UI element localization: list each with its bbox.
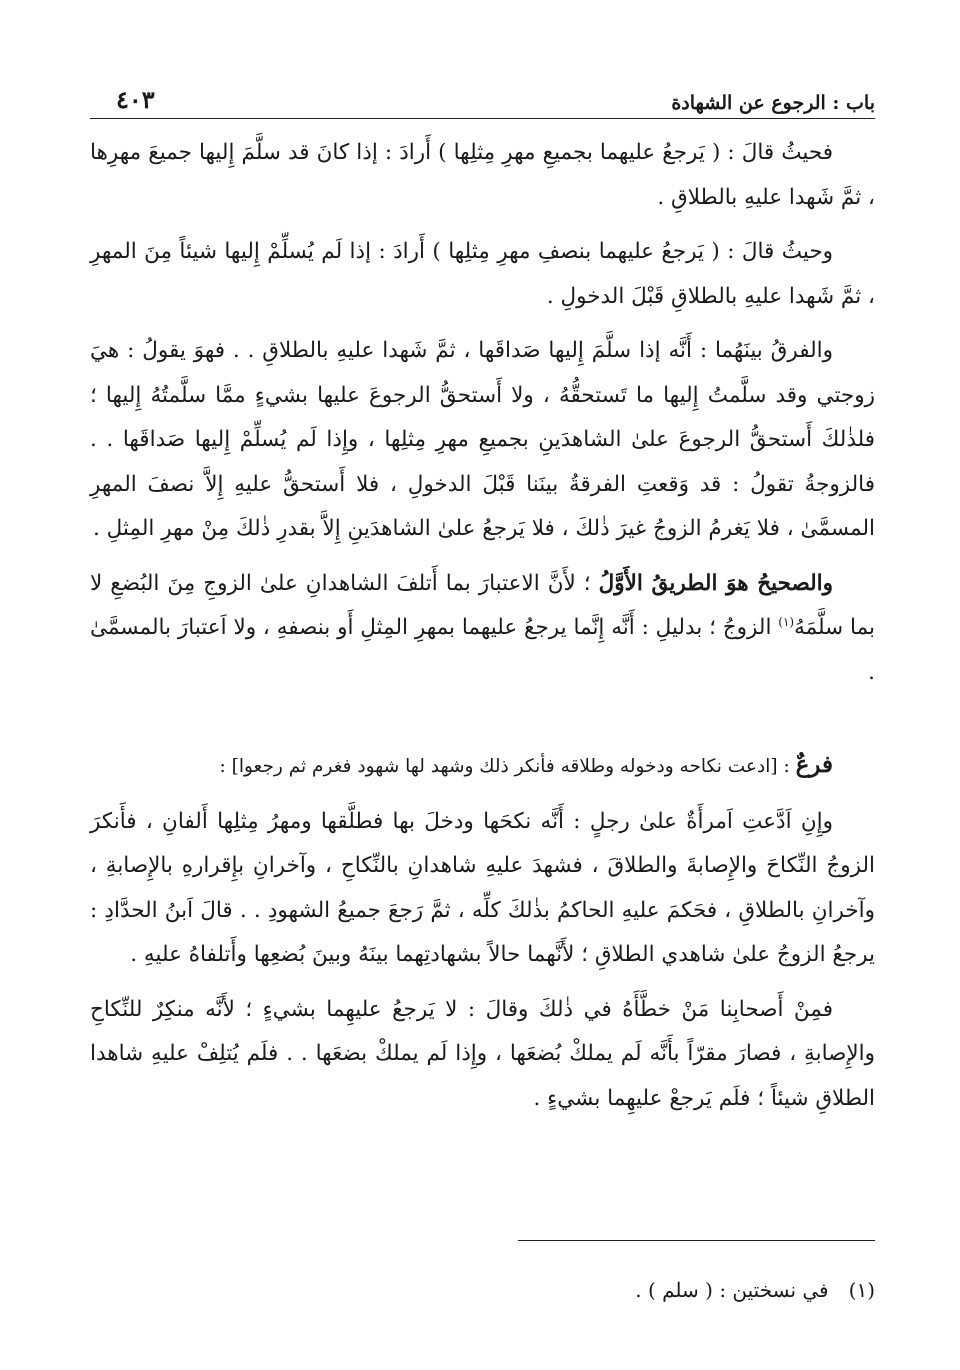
page-number: ٤٠٣: [116, 85, 155, 114]
section-title: : [ادعت نكاحه ودخوله وطلاقه فأنكر ذلك وشهد لها شهود فغرم ثم رجعوا] :: [219, 756, 796, 777]
paragraph-text: الزوجُ ؛ بدليلِ : أَنَّه إِنَّما يرجعُ عليهما بمهرِ المِثلِ أَو بنصفهِ ، ولا اَعتبارَ بالمسمَّىٰ .: [90, 615, 875, 685]
paragraph: وإِنِ اَدَّعتِ اَمرأَةٌ علىٰ رجلٍ : أَنَّه نكحَها ودخلَ بها فطلَّقها ومهرُ مِثلِها أَلفانِ ، فأَنكرَ الزوجُ النِّكاحَ والإِصابةَ والطلاقَ ، فشهدَ عليهِ شاهدانِ بالنِّكاحِ ، وآخرانِ بإِقرارهِ بالإِصابةِ ، وآخرانِ بالطلاقِ ، فحَكمَ عليهِ الحاكمُ بذٰلكَ كلِّه ، ثمَّ رَجعَ جميعُ الشهودِ . . قالَ اَبنُ الحدَّادِ : يرجعُ الزوجُ علىٰ شاهدي الطلاقِ ؛ لأَنَّهما حالاً بشهادتِهما بينَهُ وبينَ بُضعِها وأَتلفاهُ عليهِ .: [90, 808, 875, 967]
body-text: [90, 131, 875, 1121]
running-title: باب : الرجوع عن الشهادة: [671, 92, 875, 114]
bold-lead-phrase: والصحيحُ هوَ الطريقُ الأَوَّلُ: [598, 570, 833, 596]
footnote: [90, 1275, 875, 1305]
footnote-divider: [518, 1240, 875, 1241]
page-body: [90, 78, 875, 1131]
correct-view-paragraph: [90, 562, 875, 696]
paragraph: فمِنْ أَصحابِنا مَنْ خطَّأَهُ في ذٰلكَ وقالَ : لا يَرجعُ عليهِما بشيءٍ ؛ لأَنَّه منكِرٌ للنِّكاحِ والإِصابةِ ، فصارَ مقرّاً بأَنَّه لَم يملكْ بُضعَها ، وإِذا لَم يملكْ بضعَها . . فلَم يُتلِفْ عليهِ شاهدا الطلاقِ شيئاً ؛ فلَم يَرجعْ عليهِما بشيءٍ .: [90, 996, 875, 1111]
footnote-reference: (١): [778, 614, 795, 629]
running-head: [90, 78, 875, 119]
paragraph-text: ؛ لأَنَّ الاعتبارَ بما أَتلفَ الشاهدانِ علىٰ الزوجِ مِنَ البُضعِ لا بما سلَّمَهُ: [90, 570, 875, 640]
section-heading: [90, 743, 875, 790]
paragraph: فحيثُ قالَ : ( يَرجعُ عليهما بجميعِ مهرِ مِثلِها ) أَرادَ : إذا كانَ قد سلَّمَ إِليها جميعَ مهرِها ، ثمَّ شَهدا عليهِ بالطلاقِ .: [90, 140, 875, 210]
paragraph: وحيثُ قالَ : ( يَرجعُ عليهما بنصفِ مهرِ مِثلِها ) أَرادَ : إذا لَم يُسلِّمْ إِليها شيئاً مِنَ المهرِ ، ثمَّ شَهدا عليهِ بالطلاقِ قَبْلَ الدخولِ .: [90, 239, 875, 309]
footnote-text: في نسختين : ( سلم ) .: [635, 1278, 829, 1302]
paragraph: والفرقُ بينَهُما : أَنَّه إذا سلَّمَ إِليها صَداقَها ، ثمَّ شَهدا عليهِ بالطلاقِ . . فهوَ يقولُ : هيَ زوجتي وقد سلَّمتُ إِليها ما تَستحقُّهُ ، ولا أَستحقُّ الرجوعَ عليها بشيءٍ ممَّا سلَّمتُهُ إِليها ؛ فلذٰلكَ أَستحقُّ الرجوعَ علىٰ الشاهدَينِ بجميعِ مهرِ مِثلِها ، وإِذا لَم يُسلِّمْ إِليها صَداقَها . . فالزوجةُ تقولُ : قد وَقعتِ الفرقةُ بينَنا قَبْلَ الدخولِ ، فلا أَستحقُّ عليهِ إِلاَّ نصفَ المهرِ المسمَّىٰ ، فلا يَغرمُ الزوجُ غيرَ ذٰلكَ ، فلا يَرجعُ علىٰ الشاهدَينِ إِلاَّ بقدرِ ذٰلكَ مِنْ مهرِ المِثلِ .: [90, 338, 875, 541]
footnote-number: (١): [848, 1278, 875, 1302]
section-tag: فرعٌ: [795, 751, 833, 778]
